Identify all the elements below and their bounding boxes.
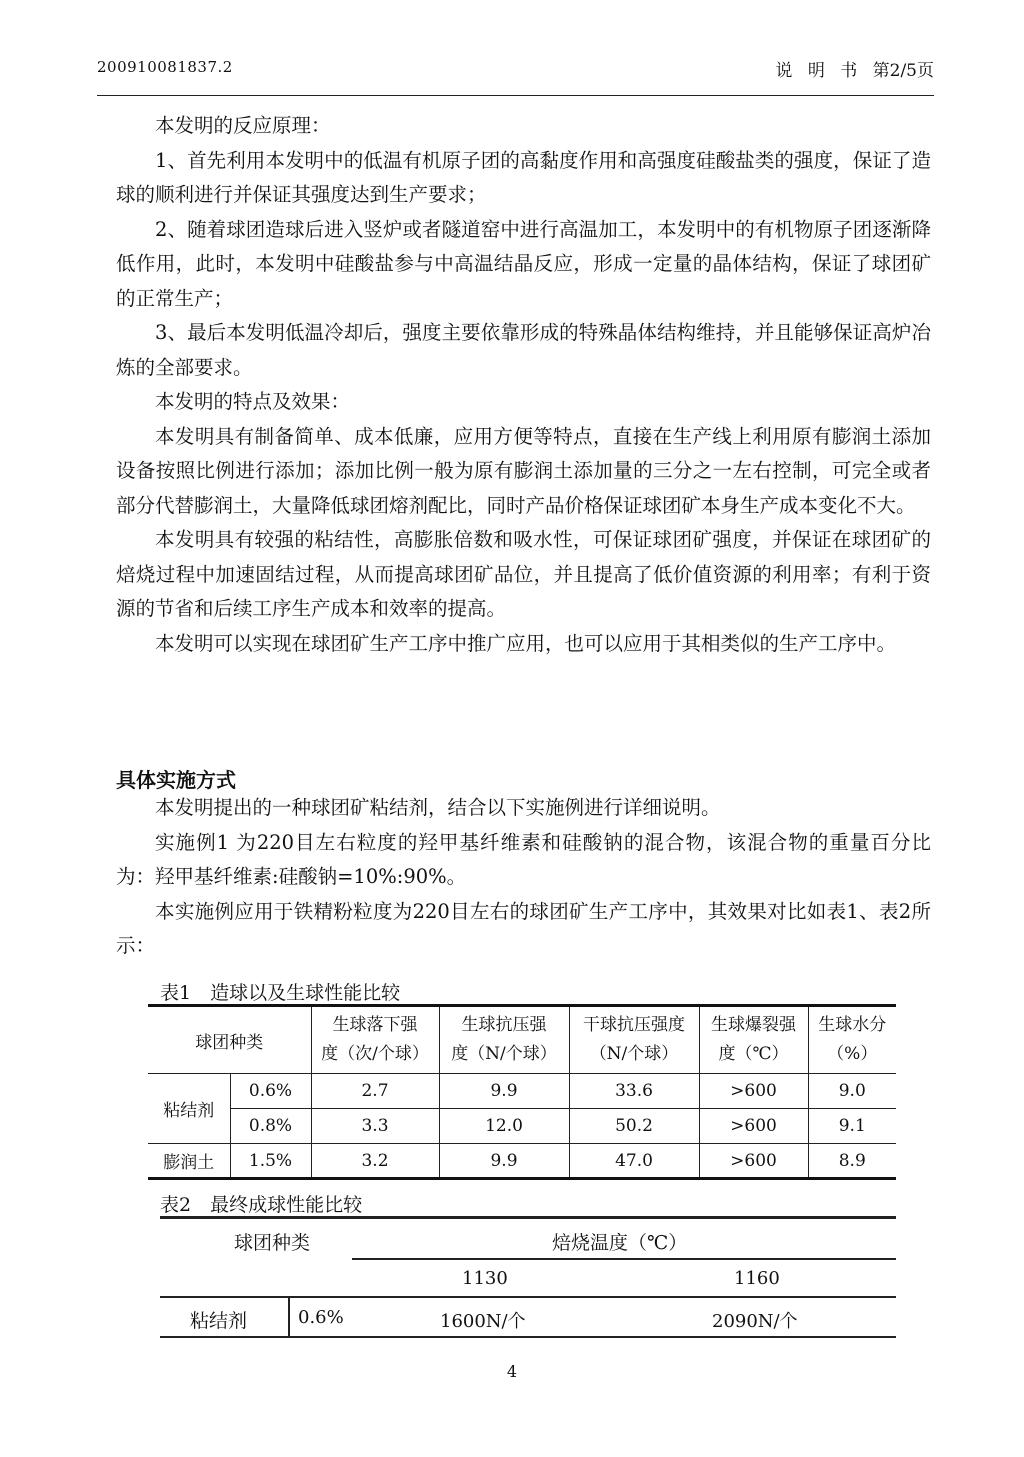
table1-header: 生球爆裂强 度（℃） xyxy=(699,1006,808,1074)
table1-cell: 3.2 xyxy=(311,1144,439,1179)
page-info: 第2/5页 xyxy=(872,61,934,81)
body-text xyxy=(116,109,931,661)
paragraph: 本发明的反应原理： xyxy=(155,114,331,137)
paragraph: 2、随着球团造球后进入竖炉或者隧道窑中进行高温加工，本发明中的有机物原子团逐渐降低作用，此时，本发明中硅酸盐参与中高温结晶反应，形成一定量的晶体结构，保证了球团矿的正常生产； xyxy=(116,217,931,310)
table2-group-header: 焙烧温度（℃） xyxy=(552,1232,688,1254)
table1-cell: 9.0 xyxy=(808,1074,896,1109)
table2-cell: 2090N/个 xyxy=(712,1311,798,1332)
table2-caption: 表2 最终成球性能比较 xyxy=(160,1194,363,1216)
paragraph: 3、最后本发明低温冷却后，强度主要依靠形成的特殊晶体结构维持，并且能够保证高炉冶炼的全部要求。 xyxy=(116,321,931,379)
table1-cell: 3.3 xyxy=(311,1109,439,1144)
table2-temp: 1130 xyxy=(462,1268,508,1289)
table1-cell: 9.1 xyxy=(808,1109,896,1144)
doc-type: 说 明 书 xyxy=(775,61,858,81)
table1-cell: 8.9 xyxy=(808,1144,896,1179)
table1 xyxy=(148,1004,896,1180)
table2-vertical-rule xyxy=(288,1298,290,1336)
doc-header-right xyxy=(775,56,934,81)
table-row xyxy=(148,1144,896,1179)
table1-cell: 12.0 xyxy=(439,1109,569,1144)
paragraph: 本发明具有较强的粘结性，高膨胀倍数和吸水性，可保证球团矿强度，并保证在球团矿的焙烧过程中加速固结过程，从而提高球团矿品位，并且提高了低价值资源的利用率；有利于资源的节省和后续工序生产成本和效率的提高。 xyxy=(116,528,931,620)
section-title: 具体实施方式 xyxy=(116,768,236,792)
paragraph: 本发明的特点及效果： xyxy=(155,390,351,413)
table1-header: 生球水分 （%） xyxy=(808,1006,896,1074)
table2-corner: 球团种类 xyxy=(234,1232,311,1254)
table1-cell: 2.7 xyxy=(311,1074,439,1109)
table2-dose: 0.6% xyxy=(298,1307,344,1328)
table1-dose: 0.6% xyxy=(230,1074,311,1109)
paragraph: 实施例1 为220目左右粒度的羟甲基纤维素和硅酸钠的混合物，该混合物的重量百分比为：羟甲基纤维素:硅酸钠=10%:90%。 xyxy=(116,830,931,888)
table2-temp: 1160 xyxy=(734,1268,780,1289)
page-number: 4 xyxy=(506,1362,518,1381)
table1-cell: 9.9 xyxy=(439,1074,569,1109)
table-row xyxy=(148,1074,896,1109)
table2-bottom-rule xyxy=(160,1336,896,1338)
table1-header: 生球落下强 度（次/个球） xyxy=(311,1006,439,1074)
table1-cell: >600 xyxy=(699,1109,808,1144)
table1-group-label: 膨润土 xyxy=(148,1144,230,1179)
table1-cell: >600 xyxy=(699,1074,808,1109)
table1-group-label: 粘结剂 xyxy=(148,1074,230,1144)
table2-top-rule xyxy=(160,1216,896,1219)
table2-row-label: 粘结剂 xyxy=(190,1310,248,1332)
table1-header-row xyxy=(148,1006,896,1074)
table1-cell: >600 xyxy=(699,1144,808,1179)
table1-corner: 球团种类 xyxy=(148,1006,311,1074)
table1-cell: 9.9 xyxy=(439,1144,569,1179)
table1-dose: 1.5% xyxy=(230,1144,311,1179)
table-row xyxy=(148,1109,896,1144)
header-rule xyxy=(97,95,934,96)
table1-header: 干球抗压强度 （N/个球） xyxy=(569,1006,699,1074)
table1-cell: 47.0 xyxy=(569,1144,699,1179)
paragraph: 本实施例应用于铁精粉粒度为220目左右的球团矿生产工序中，其效果对比如表1、表2所示： xyxy=(116,899,931,957)
doc-number: 200910081837.2 xyxy=(97,58,233,76)
table2-header-rule xyxy=(160,1296,896,1298)
section-body xyxy=(116,791,931,964)
table1-dose: 0.8% xyxy=(230,1109,311,1144)
table2-subheader-rule xyxy=(352,1258,896,1260)
table2-cell: 1600N/个 xyxy=(440,1311,526,1332)
paragraph: 本发明具有制备简单、成本低廉，应用方便等特点，直接在生产线上利用原有膨润土添加设备按照比例进行添加；添加比例一般为原有膨润土添加量的三分之一左右控制，可完全或者部分代替膨润土，大量降低球团熔剂配比，同时产品价格保证球团矿本身生产成本变化不大。 xyxy=(116,424,931,517)
table1-cell: 50.2 xyxy=(569,1109,699,1144)
paragraph: 1、首先利用本发明中的低温有机原子团的高黏度作用和高强度硅酸盐类的强度，保证了造球的顺利进行并保证其强度达到生产要求； xyxy=(116,148,931,206)
table1-cell: 33.6 xyxy=(569,1074,699,1109)
table1-header: 生球抗压强 度（N/个球） xyxy=(439,1006,569,1074)
paragraph: 本发明提出的一种球团矿粘结剂，结合以下实施例进行详细说明。 xyxy=(155,796,721,819)
table1-caption: 表1 造球以及生球性能比较 xyxy=(160,982,401,1004)
paragraph: 本发明可以实现在球团矿生产工序中推广应用，也可以应用于其相类似的生产工序中。 xyxy=(155,631,897,655)
